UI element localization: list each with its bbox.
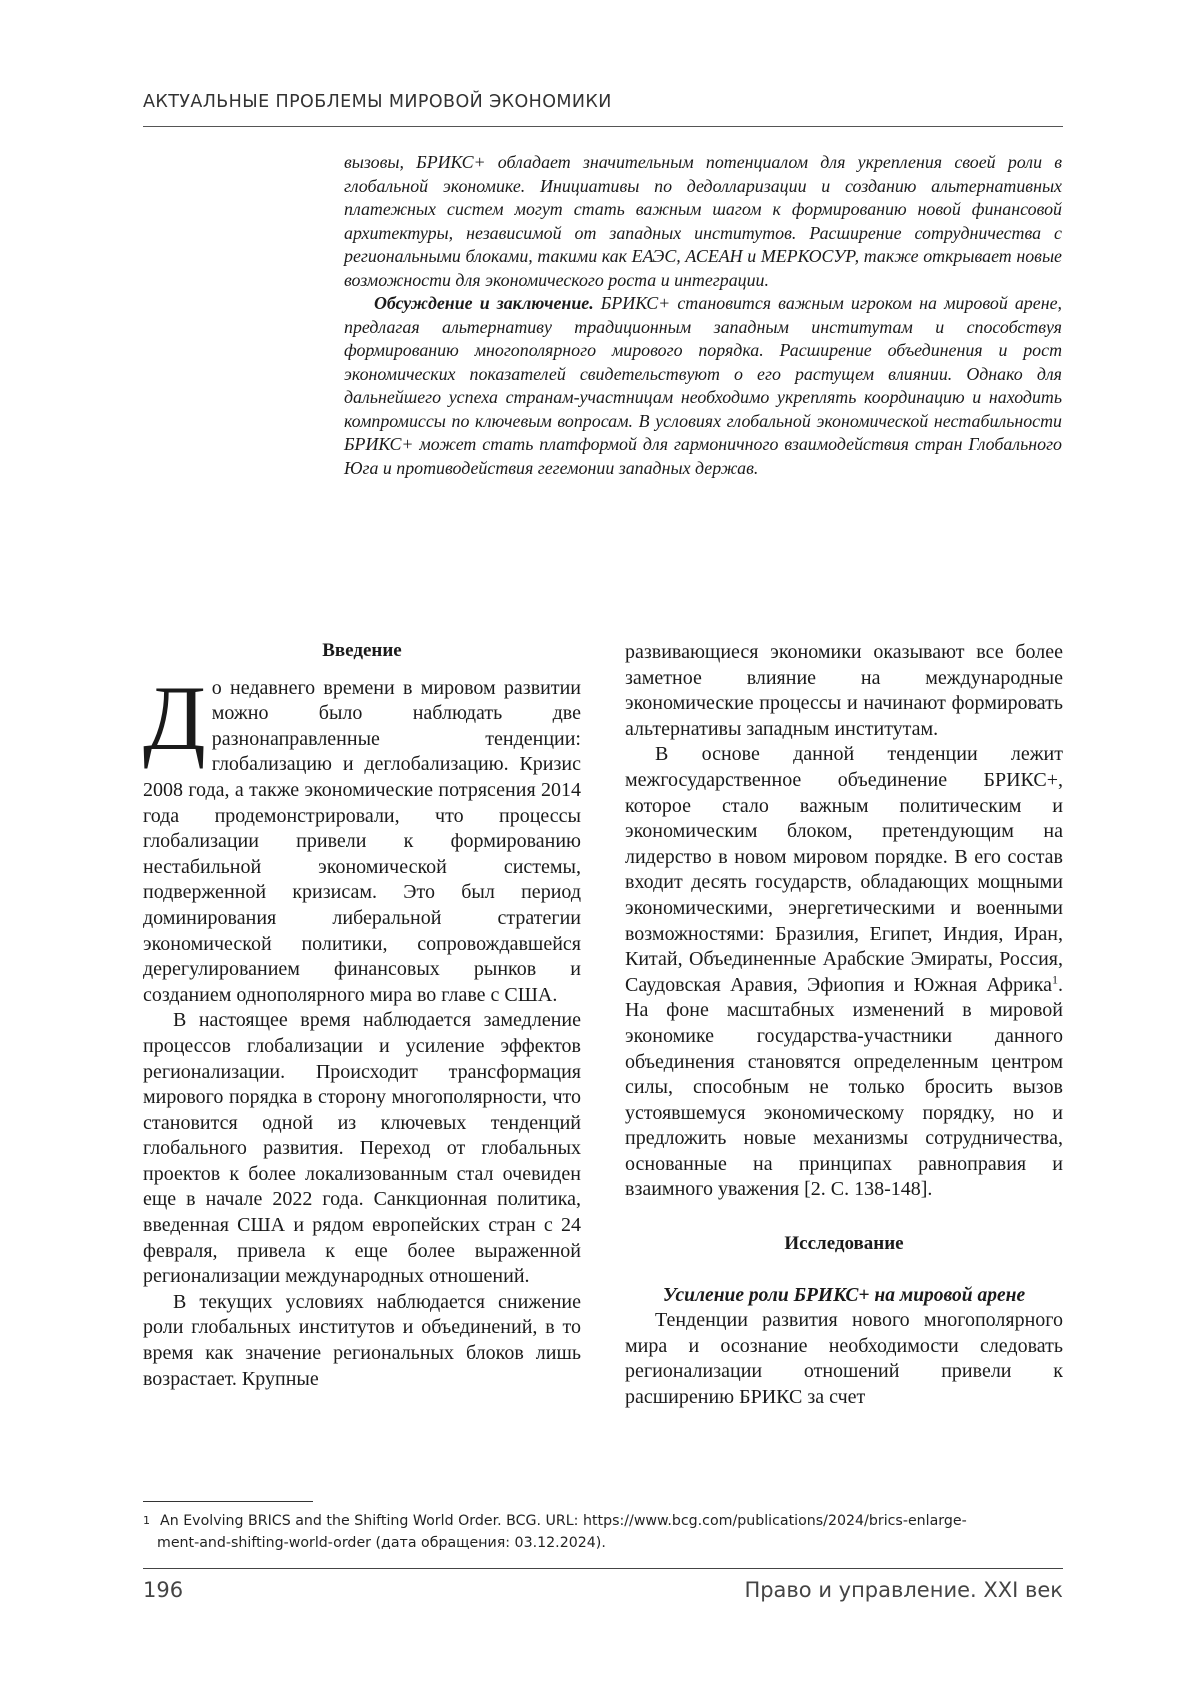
intro-paragraph-2: В настоящее время наблюдается замедление процессов глобализации и усиление эффектов регионализации. Происходит трансформация мирового порядка в сторону многополярности, что становится одной из ключевых тенденций глобального развития. Переход от глобальных проектов к более локализованным стал очевиден еще в начале 2022 года. Санкционная политика, введенная США и рядом европейских стран с 24 февраля, привела к еще более выраженной регионализации международных отношений. bbox=[143, 1009, 581, 1288]
footnote-reference[interactable]: 1 bbox=[1052, 972, 1058, 987]
footer-rule bbox=[143, 1568, 1063, 1569]
page-number: 196 bbox=[143, 1578, 184, 1602]
abstract-lead: Обсуждение и заключение. bbox=[374, 293, 594, 313]
abstract-conclusion-text: БРИКС+ становится важным игроком на мировой арене, предлагая альтернативу традиционным западным институтам и способствуя формированию многополярного мирового порядка. Расширение объединения и рост экономических показателей свидетельствуют о его растущем влиянии. Однако для дальнейшего успеха странам-участницам необходимо укреплять координацию и находить компромиссы по ключевым вопросам. В условиях глобальной экономической нестабильности БРИКС+ может стать платформой для гармоничного взаимодействия стран Глобального Юга и противодействия гегемонии западных держав. bbox=[344, 293, 1062, 478]
right-column bbox=[625, 640, 1063, 1411]
footnote-text-line2[interactable]: ment-and-shifting-world-order (дата обращения: 03.12.2024). bbox=[157, 1535, 606, 1551]
section-heading-research: Исследование bbox=[784, 1233, 904, 1255]
right-paragraph-2 bbox=[625, 742, 1063, 1203]
footnote-mark: 1 bbox=[143, 1514, 150, 1527]
footnote-rule bbox=[143, 1501, 313, 1502]
right-paragraph-2-end: . На фоне масштабных изменений в мировой экономике государства-участники данного объединения становятся определенным центром силы, способным не только бросить вызов устоявшемуся экономическому порядку, но и предложить новые механизмы сотрудничества, основанные на принципах равноправия и взаимного уважения [2. С. 138-148]. bbox=[625, 973, 1063, 1201]
footnote-text-line1[interactable]: An Evolving BRICS and the Shifting World Order. BCG. URL: https://www.bcg.com/publications/2024/brics-enlarge- bbox=[160, 1513, 967, 1529]
section-heading-intro: Введение bbox=[322, 640, 402, 661]
intro-paragraph-1-text: о недавнего времени в мировом развитии можно было наблюдать две разнонаправленные тенденции: глобализацию и деглобализацию. Кризис 2008 года, а также экономические потрясения 2014 года продемонстрировали, что процессы глобализации привели к формированию нестабильной экономической системы, подверженной кризисам. Это был период доминирования либеральной стратегии экономической политики, сопровождавшейся дерегулированием финансовых рынков и созданием однополярного мира во главе с США. bbox=[143, 676, 581, 1006]
header-rule bbox=[143, 126, 1063, 127]
footnote bbox=[143, 1510, 1063, 1554]
right-paragraph-3: Тенденции развития нового многополярного мира и осознание необходимости следовать регионализации отношений привели к расширению БРИКС за счет bbox=[625, 1309, 1063, 1409]
drop-cap: Д bbox=[143, 666, 206, 769]
right-paragraph-2-text: В основе данной тенденции лежит межгосударственное объединение БРИКС+, которое стало важным политическим и экономическим блоком, претендующим на лидерство в новом мировом порядке. В его состав входит десять государств, обладающих мощными экономическими, энергетическими и военными возможностями: Бразилия, Египет, Индия, Иран, Китай, Объединенные Арабские Эмираты, Россия, Саудовская Аравия, Эфиопия и Южная Африка bbox=[625, 743, 1063, 996]
right-paragraph-continuation: развивающиеся экономики оказывают все более заметное влияние на международные экономические процессы и начинают формировать альтернативы западным институтам. bbox=[625, 641, 1063, 740]
abstract-conclusion-paragraph bbox=[344, 292, 1062, 480]
journal-name: Право и управление. XXI век bbox=[744, 1578, 1063, 1602]
subsection-heading: Усиление роли БРИКС+ на мировой арене bbox=[662, 1284, 1026, 1306]
left-column bbox=[143, 638, 581, 1392]
intro-paragraph-3: В текущих условиях наблюдается снижение роли глобальных институтов и объединений, в то время как значение региональных блоков лишь возрастает. Крупные bbox=[143, 1290, 581, 1390]
running-head: АКТУАЛЬНЫЕ ПРОБЛЕМЫ МИРОВОЙ ЭКОНОМИКИ bbox=[143, 92, 612, 112]
intro-paragraph-1 bbox=[143, 666, 581, 1009]
abstract bbox=[344, 151, 1062, 480]
abstract-paragraph: вызовы, БРИКС+ обладает значительным потенциалом для укрепления своей роли в глобальной экономике. Инициативы по дедолларизации и созданию альтернативных платежных систем могут стать важным шагом к формированию новой финансовой архитектуры, независимой от западных институтов. Расширение сотрудничества с региональными блоками, такими как ЕАЭС, АСЕАН и МЕРКОСУР, также открывает новые возможности для экономического роста и интеграции. bbox=[344, 152, 1062, 290]
